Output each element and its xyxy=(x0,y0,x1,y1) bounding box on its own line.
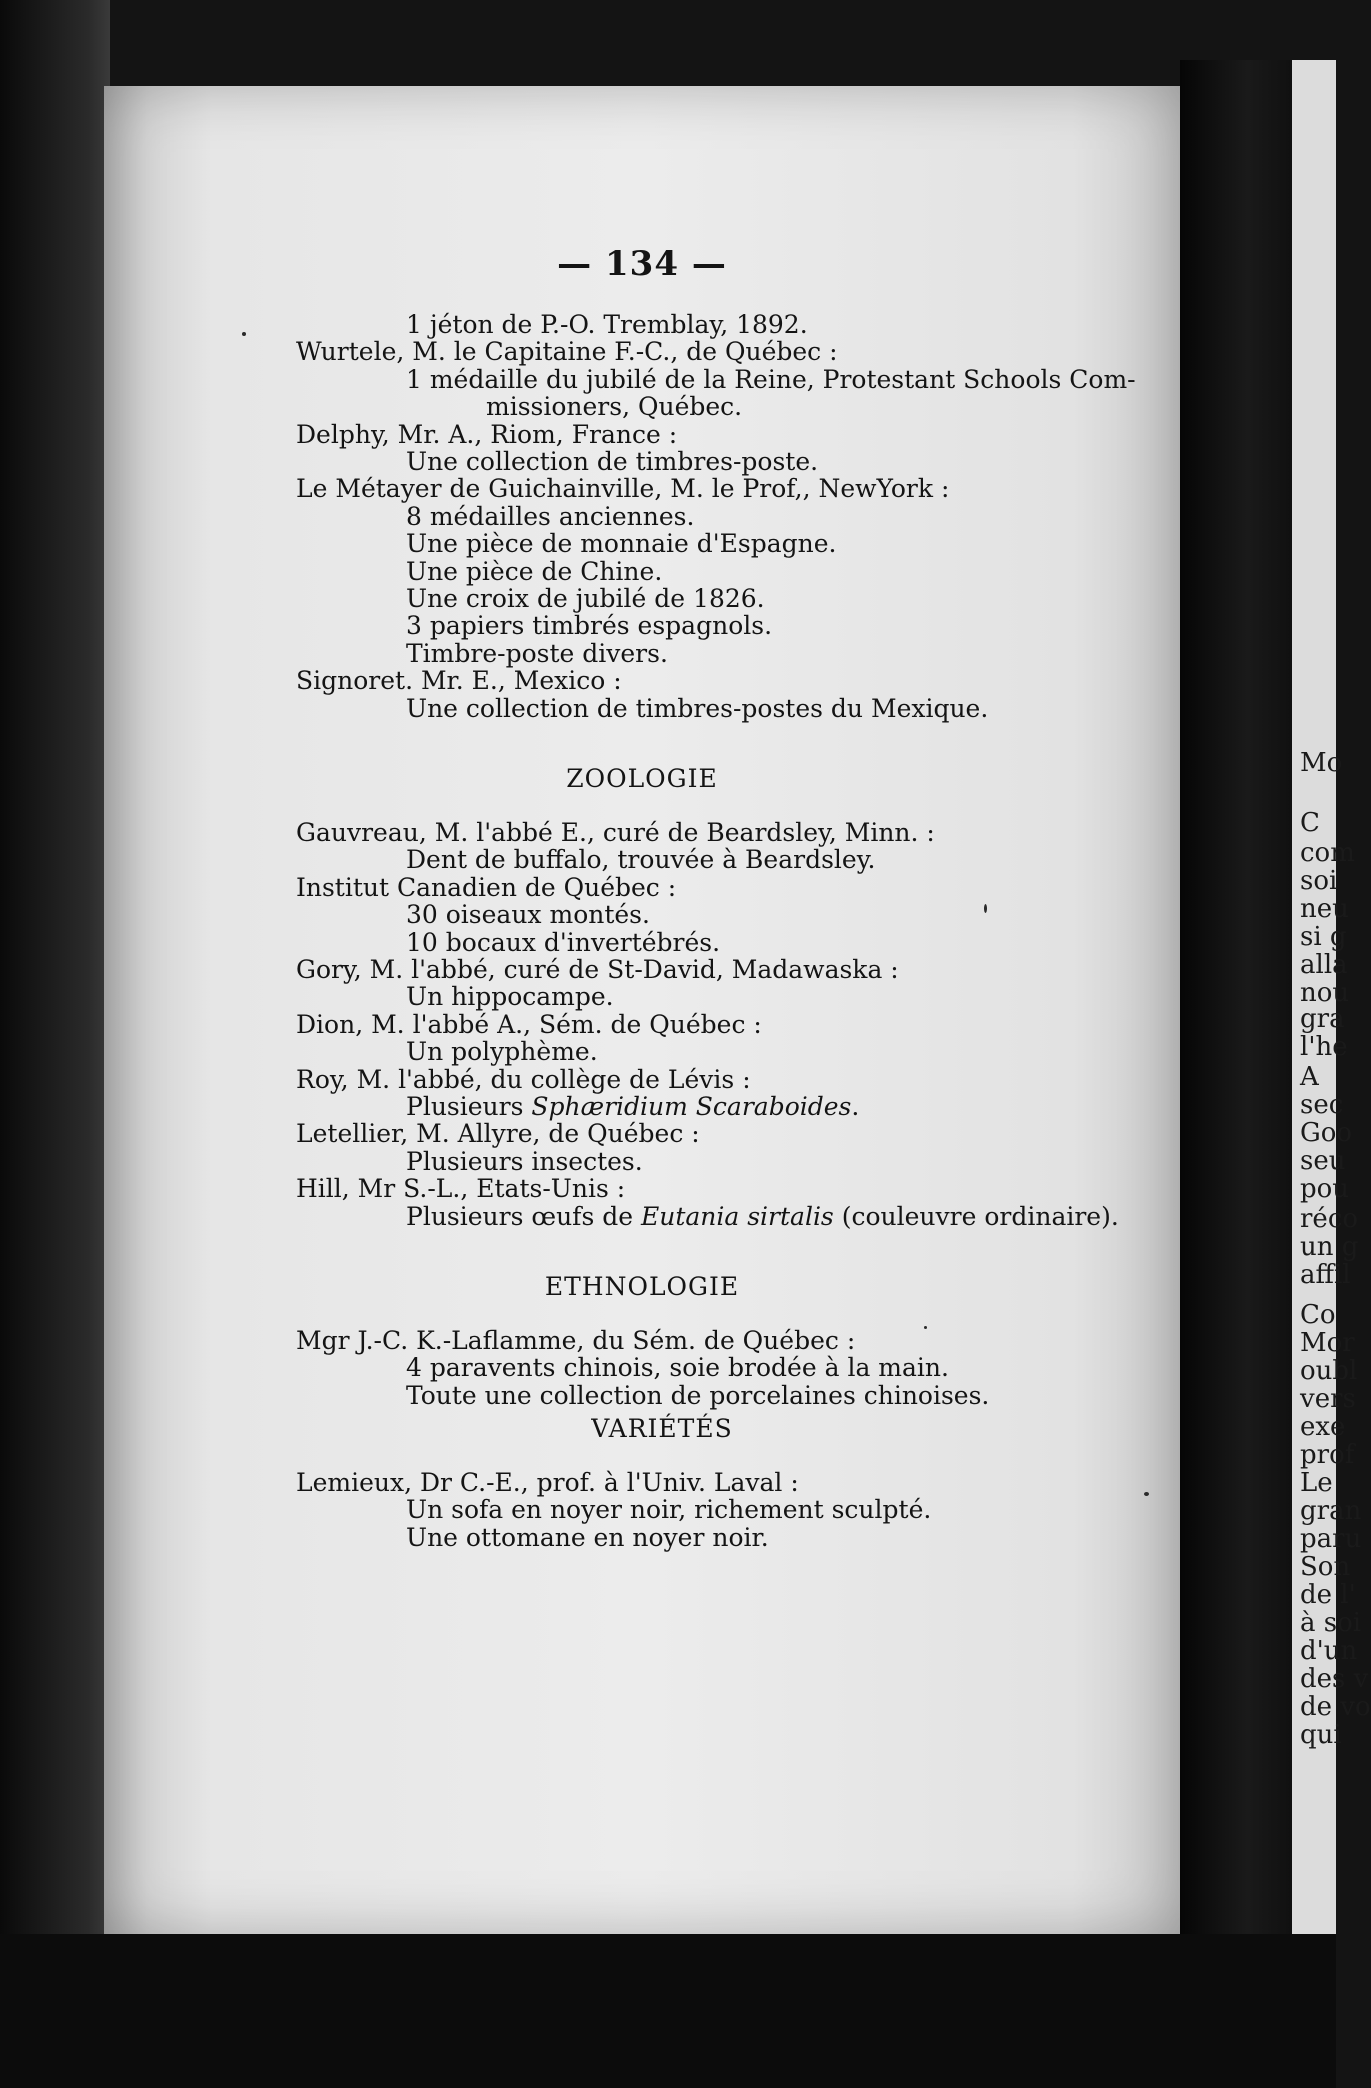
donor-line: Delphy, Mr. A., Riom, France : xyxy=(296,419,678,449)
donor-line: Institut Canadien de Québec : xyxy=(296,872,677,902)
adjacent-page-text: à soi xyxy=(1300,1608,1362,1638)
heading-zoologie: ZOOLOGIE xyxy=(566,764,718,793)
paper-speck xyxy=(1144,1492,1149,1496)
donor-line: Gory, M. l'abbé, curé de St-David, Madawaska : xyxy=(296,955,899,984)
item-line: Une pièce de monnaie d'Espagne. xyxy=(406,529,837,559)
adjacent-page-text: l'he xyxy=(1300,1032,1348,1062)
paper-speck xyxy=(242,332,246,336)
adjacent-page-text: Mor xyxy=(1300,1328,1355,1358)
adjacent-page-text: Co xyxy=(1300,1300,1336,1330)
book-page xyxy=(104,86,1180,1934)
item-line xyxy=(406,1201,1119,1231)
adjacent-page-text: gra xyxy=(1300,1004,1345,1034)
adjacent-page-text: réco xyxy=(1300,1204,1359,1234)
item-text: . xyxy=(851,1092,860,1121)
adjacent-page-edge xyxy=(1292,60,1371,1960)
heading-varietes: VARIÉTÉS xyxy=(591,1414,733,1443)
item-line: Plusieurs insectes. xyxy=(406,1146,643,1176)
adjacent-page-text: si g xyxy=(1300,922,1347,952)
heading-ethnologie: ETHNOLOGIE xyxy=(544,1272,740,1301)
paper-speck xyxy=(924,1326,927,1329)
page-number: — 134 — xyxy=(557,244,727,284)
item-line: Un hippocampe. xyxy=(406,982,614,1012)
book-binding xyxy=(0,0,110,2088)
donor-line: Le Métayer de Guichainville, M. le Prof,, NewYork : xyxy=(296,474,950,504)
item-line: 10 bocaux d'invertébrés. xyxy=(406,927,721,957)
donor-line: Signoret. Mr. E., Mexico : xyxy=(296,666,622,696)
adjacent-page-text: vers xyxy=(1300,1384,1356,1414)
adjacent-page-text: Le xyxy=(1300,1468,1333,1498)
adjacent-page-text: Mo xyxy=(1300,748,1343,778)
donor-line: Hill, Mr S.-L., Etats-Unis : xyxy=(296,1174,626,1204)
item-line: Un polyphème. xyxy=(406,1037,598,1067)
donor-line: Mgr J.-C. K.-Laflamme, du Sém. de Québec : xyxy=(296,1326,856,1355)
adjacent-page-text: nou xyxy=(1300,978,1350,1008)
adjacent-page-text: A xyxy=(1300,1062,1319,1092)
donor-line: Lemieux, Dr C.-E., prof. à l'Univ. Laval : xyxy=(296,1468,799,1497)
adjacent-page-text: oubl xyxy=(1300,1356,1358,1386)
adjacent-page-text: gran xyxy=(1300,1496,1362,1526)
item-line: missioners, Québec. xyxy=(486,392,743,422)
item-line: 3 papiers timbrés espagnols. xyxy=(406,611,773,641)
adjacent-page-text: prof xyxy=(1300,1440,1355,1470)
adjacent-page-text: qui xyxy=(1300,1720,1342,1750)
item-line: Une ottomane en noyer noir. xyxy=(406,1522,769,1552)
item-line: Une croix de jubilé de 1826. xyxy=(406,584,765,613)
item-line: Toute une collection de porcelaines chinoises. xyxy=(406,1380,990,1410)
scan-border xyxy=(0,1934,1336,2088)
item-line: Timbre-poste divers. xyxy=(406,638,668,668)
adjacent-page-text: d'un xyxy=(1300,1636,1358,1666)
adjacent-page-text: sec xyxy=(1300,1090,1344,1120)
species-name: Sphæridium Scaraboides xyxy=(531,1092,852,1121)
adjacent-page-text: Goo xyxy=(1300,1118,1353,1148)
book-gutter xyxy=(1180,60,1292,1960)
adjacent-page-text: C xyxy=(1300,808,1320,838)
item-line: 4 paravents chinois, soie brodée à la main. xyxy=(406,1353,949,1383)
adjacent-page-text: affil xyxy=(1300,1260,1351,1290)
item-text: (couleuvre ordinaire). xyxy=(833,1201,1119,1231)
adjacent-page-text: com xyxy=(1300,838,1355,868)
adjacent-page-text: des v xyxy=(1300,1664,1369,1694)
adjacent-page-text: Son xyxy=(1300,1552,1351,1582)
paper-speck xyxy=(984,904,987,913)
adjacent-page-text: neu xyxy=(1300,894,1349,924)
item-line: Un sofa en noyer noir, richement sculpté. xyxy=(406,1495,932,1525)
species-name: Eutania sirtalis xyxy=(640,1201,834,1231)
adjacent-page-text: pou xyxy=(1300,1174,1350,1204)
item-line xyxy=(406,1094,859,1119)
item-line: 30 oiseaux montés. xyxy=(406,900,650,930)
adjacent-page-text: un g xyxy=(1300,1232,1359,1262)
adjacent-page-text: de vo xyxy=(1300,1692,1371,1722)
donor-line: Letellier, M. Allyre, de Québec : xyxy=(296,1119,700,1149)
item-text: Plusieurs xyxy=(406,1092,532,1121)
item-line: 1 jéton de P.-O. Tremblay, 1892. xyxy=(406,310,808,339)
donor-line: Dion, M. l'abbé A., Sém. de Québec : xyxy=(296,1009,762,1039)
adjacent-page-text: exe xyxy=(1300,1412,1346,1442)
item-line: Une pièce de Chine. xyxy=(406,556,663,586)
donor-line: Wurtele, M. le Capitaine F.-C., de Québec : xyxy=(296,337,838,367)
adjacent-page-text: alla xyxy=(1300,950,1348,980)
adjacent-page-text: paru xyxy=(1300,1524,1362,1554)
item-line: 8 médailles anciennes. xyxy=(406,501,695,531)
item-line: 1 médaille du jubilé de la Reine, Protestant Schools Com- xyxy=(406,364,1136,394)
adjacent-page-text: seu xyxy=(1300,1146,1346,1176)
donor-line: Gauvreau, M. l'abbé E., curé de Beardsley, Minn. : xyxy=(296,818,935,847)
page-content xyxy=(104,86,1180,1934)
donor-line: Roy, M. l'abbé, du collège de Lévis : xyxy=(296,1064,751,1094)
item-text: Plusieurs œufs de xyxy=(406,1201,641,1231)
item-line: Dent de buffalo, trouvée à Beardsley. xyxy=(406,845,876,875)
item-line: Une collection de timbres-poste. xyxy=(406,447,819,476)
adjacent-page-text: de l' xyxy=(1300,1580,1356,1610)
item-line: Une collection de timbres-postes du Mexique. xyxy=(406,693,989,723)
adjacent-page-text: soi xyxy=(1300,866,1338,896)
